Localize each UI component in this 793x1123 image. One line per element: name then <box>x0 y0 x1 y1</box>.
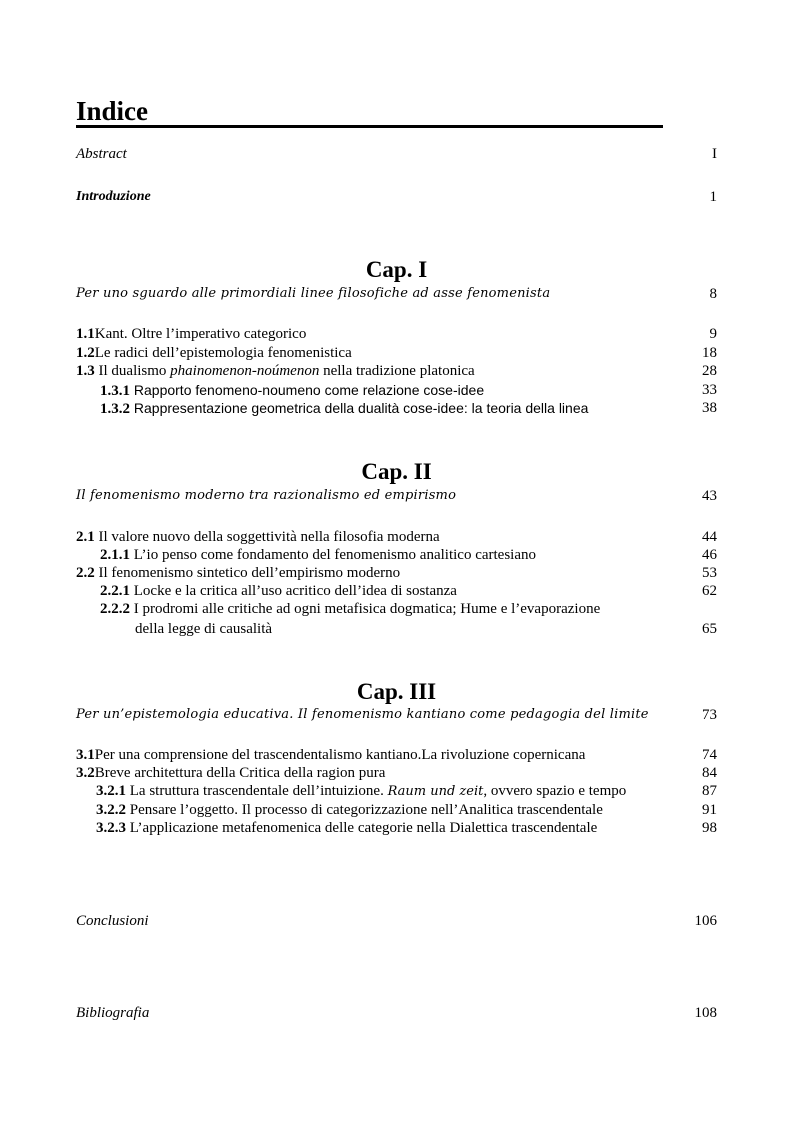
page-title: Indice <box>76 96 663 128</box>
chapter-subtitle[interactable] <box>76 486 717 506</box>
toc-entry[interactable] <box>96 818 717 838</box>
entry-page: 73 <box>702 707 717 723</box>
toc-entry[interactable] <box>100 545 717 565</box>
entry-label: L’applicazione metafenomenica delle categorie nella Dialettica trascendentale <box>126 820 598 836</box>
toc-entry[interactable] <box>100 398 717 418</box>
entry-label: Introduzione <box>76 189 151 204</box>
entry-label-italic: Raum und zeit <box>387 784 484 799</box>
entry-label: Rapporto fenomeno-noumeno come relazione cose-idee <box>130 382 485 398</box>
subtitle-text: Per uno sguardo alle primordiali linee filosofiche ad asse fenomenista <box>76 286 551 301</box>
entry-label-italic: phainomenon-noúmenon <box>170 363 320 379</box>
entry-page: 33 <box>702 382 717 398</box>
entry-page: 87 <box>702 783 717 799</box>
toc-entry-continuation[interactable] <box>135 619 717 639</box>
entry-number: 3.2 <box>76 765 95 781</box>
entry-number: 3.1 <box>76 747 95 763</box>
entry-number: 2.1 <box>76 529 95 545</box>
entry-number: 2.2.2 <box>100 601 130 617</box>
chapter-heading: Cap. II <box>361 459 432 484</box>
entry-label: La struttura trascendentale dell’intuizione. <box>126 783 388 799</box>
toc-entry-abstract[interactable] <box>76 144 717 164</box>
entry-page: 53 <box>702 565 717 581</box>
toc-entry[interactable] <box>76 745 717 765</box>
subtitle-text: Per un’epistemologia educativa. Il fenomenismo kantiano come pedagogia del limite <box>76 707 649 722</box>
subtitle-text: Il fenomenismo moderno tra razionalismo ed empirismo <box>76 488 457 503</box>
entry-page: 38 <box>702 400 717 416</box>
entry-number: 1.3.2 <box>100 401 130 417</box>
toc-entry[interactable] <box>76 763 717 783</box>
entry-label: Il fenomenismo sintetico dell’empirismo moderno <box>94 565 401 581</box>
chapter-heading: Cap. I <box>365 257 428 282</box>
entry-label: Le radici dell’epistemologia fenomenistica <box>94 345 352 361</box>
entry-number: 1.3 <box>76 363 95 379</box>
entry-label: della legge di causalità <box>135 621 273 637</box>
entry-number: 1.3.1 <box>100 383 130 399</box>
entry-page: 8 <box>709 286 717 302</box>
entry-number: 2.1.1 <box>100 547 130 563</box>
entry-page: 108 <box>694 1005 717 1021</box>
entry-page: 62 <box>702 583 717 599</box>
toc-entry[interactable] <box>96 781 717 801</box>
entry-page: 84 <box>702 765 717 781</box>
entry-label: Abstract <box>76 146 127 162</box>
entry-number: 2.2 <box>76 565 95 581</box>
entry-number: 1.2 <box>76 345 95 361</box>
entry-page: 18 <box>702 345 717 361</box>
entry-page: 65 <box>702 621 717 637</box>
chapter-heading: Cap. III <box>356 679 437 704</box>
entry-label: Il valore nuovo della soggettività nella filosofia moderna <box>94 529 440 545</box>
toc-entry[interactable] <box>96 800 717 820</box>
entry-page: 43 <box>702 488 717 504</box>
entry-number: 2.2.1 <box>100 583 130 599</box>
chapter-subtitle[interactable] <box>76 705 717 725</box>
entry-label: Rappresentazione geometrica della dualità cose-idee: la teoria della linea <box>130 400 589 416</box>
entry-label: Breve architettura della Critica della ragion pura <box>94 765 386 781</box>
entry-page: 1 <box>709 189 717 205</box>
entry-number: 3.2.1 <box>96 783 126 799</box>
entry-number: 3.2.2 <box>96 802 126 818</box>
entry-label: L’io penso come fondamento del fenomenismo analitico cartesiano <box>130 547 536 563</box>
entry-page: I <box>712 146 717 162</box>
toc-entry[interactable] <box>100 380 717 400</box>
entry-page: 9 <box>709 326 717 342</box>
entry-page: 106 <box>694 913 717 929</box>
entry-label: Per una comprensione del trascendentalismo kantiano.La rivoluzione copernicana <box>94 747 586 763</box>
entry-page: 91 <box>702 802 717 818</box>
toc-entry[interactable] <box>76 324 717 344</box>
entry-label-tail: , ovvero spazio e tempo <box>483 783 627 799</box>
toc-entry[interactable] <box>100 581 717 601</box>
entry-page: 46 <box>702 547 717 563</box>
toc-entry[interactable] <box>76 527 717 547</box>
entry-page: 28 <box>702 363 717 379</box>
entry-page: 44 <box>702 529 717 545</box>
toc-entry[interactable] <box>76 361 717 381</box>
entry-label: Bibliografia <box>76 1005 150 1021</box>
entry-number: 3.2.3 <box>96 820 126 836</box>
toc-entry-conclusioni[interactable] <box>76 911 717 931</box>
chapter-subtitle[interactable] <box>76 284 717 304</box>
toc-entry[interactable] <box>76 563 717 583</box>
entry-number: 1.1 <box>76 326 95 342</box>
entry-label: Locke e la critica all’uso acritico dell’idea di sostanza <box>130 583 457 599</box>
entry-label: Conclusioni <box>76 913 149 929</box>
entry-page: 74 <box>702 747 717 763</box>
toc-entry-introduzione[interactable] <box>76 187 717 207</box>
entry-label: Kant. Oltre l’imperativo categorico <box>94 326 307 342</box>
toc-entry-bibliografia[interactable] <box>76 1003 717 1023</box>
entry-label: I prodromi alle critiche ad ogni metafisica dogmatica; Hume e l’evaporazione <box>130 601 601 617</box>
toc-entry[interactable] <box>76 343 717 363</box>
entry-label-tail: nella tradizione platonica <box>319 363 475 379</box>
entry-label: Pensare l’oggetto. Il processo di categorizzazione nell’Analitica trascendentale <box>126 802 603 818</box>
entry-page: 98 <box>702 820 717 836</box>
toc-entry[interactable] <box>100 599 717 619</box>
entry-label: Il dualismo <box>94 363 171 379</box>
